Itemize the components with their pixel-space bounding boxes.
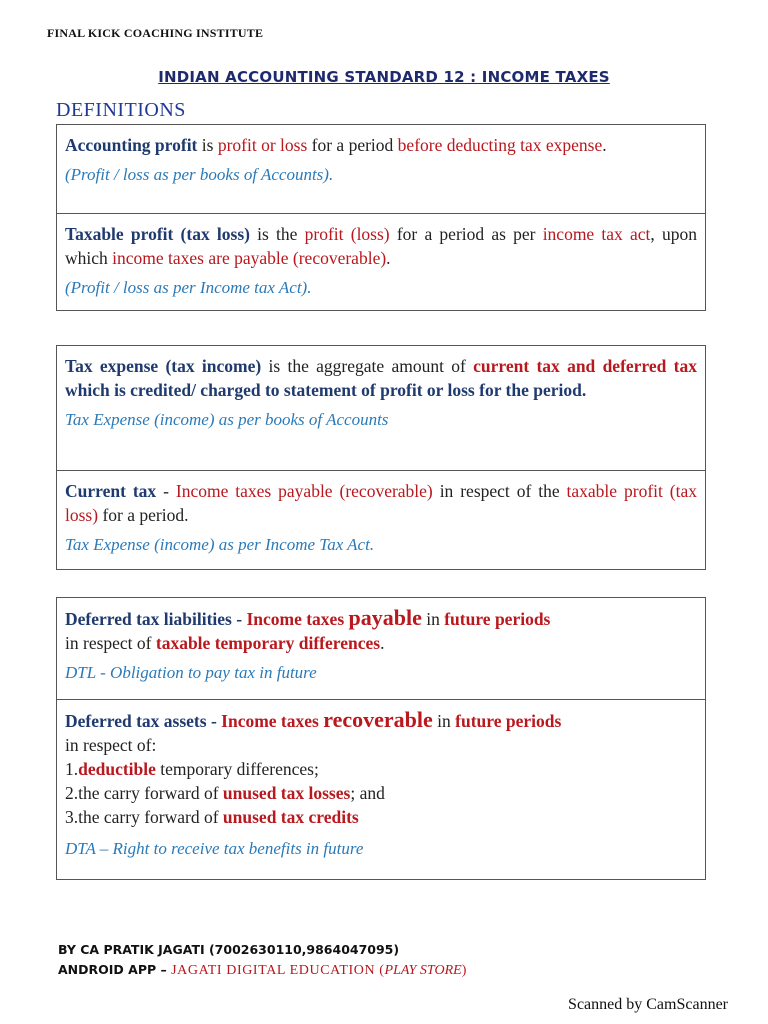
term-accounting-profit: Accounting profit <box>65 135 198 155</box>
term-dtl: Deferred tax liabilities - <box>65 609 243 629</box>
term-tax-expense: Tax expense (tax income) <box>65 356 262 376</box>
section-heading: DEFINITIONS <box>56 99 186 121</box>
tax-expense-definition: Tax expense (tax income) is the aggregate amount of current tax and deferred tax which is credited/ charged to statement of profit or loss for the period. <box>65 356 698 400</box>
author-credit: BY CA PRATIK JAGATI (7002630110,9864047095) <box>58 942 400 957</box>
definitions-box-profit <box>56 124 706 311</box>
page-title: INDIAN ACCOUNTING STANDARD 12 : INCOME TAXES <box>158 68 610 86</box>
list-item: 2.the carry forward of unused tax losses; and <box>65 783 385 803</box>
tax-expense-cell <box>57 346 705 470</box>
taxable-profit-cell <box>57 213 705 310</box>
list-item: 3.the carry forward of unused tax credits <box>65 807 359 827</box>
dta-definition: Deferred tax assets - Income taxes recoverable in future periods <box>65 707 562 732</box>
term-taxable-profit: Taxable profit (tax loss) <box>65 224 250 244</box>
current-tax-cell <box>57 470 705 569</box>
taxable-profit-note: (Profit / loss as per Income tax Act). <box>65 278 312 297</box>
dta-respect-line: in respect of: <box>65 735 157 755</box>
dtl-note: DTL - Obligation to pay tax in future <box>65 663 317 682</box>
term-current-tax: Current tax <box>65 481 157 501</box>
dta-note: DTA – Right to receive tax benefits in future <box>65 839 364 858</box>
dtl-cell <box>57 598 705 699</box>
term-dta: Deferred tax assets - <box>65 711 217 731</box>
accounting-profit-note: (Profit / loss as per books of Accounts). <box>65 165 334 184</box>
scanner-watermark: Scanned by CamScanner <box>568 996 728 1013</box>
android-app-line: ANDROID APP – JAGATI DIGITAL EDUCATION (PLAY STORE) <box>58 962 467 978</box>
taxable-profit-definition: Taxable profit (tax loss) is the profit (loss) for a period as per income tax act, upon which income taxes are payable (recoverable). <box>65 224 697 268</box>
definitions-box-tax-expense <box>56 345 706 570</box>
list-item: 1.deductible temporary differences; <box>65 759 319 779</box>
definitions-box-deferred-tax <box>56 597 706 880</box>
current-tax-definition: Current tax - Income taxes payable (recoverable) in respect of the taxable profit (tax loss) for a period. <box>65 481 697 525</box>
institute-name: FINAL KICK COACHING INSTITUTE <box>47 26 264 40</box>
current-tax-note: Tax Expense (income) as per Income Tax Act. <box>65 535 375 554</box>
tax-expense-note: Tax Expense (income) as per books of Accounts <box>65 410 389 429</box>
dta-cell <box>57 699 705 879</box>
dtl-definition: Deferred tax liabilities - Income taxes payable in future periods in respect of taxable temporary differences. <box>65 605 551 653</box>
dta-list <box>65 757 697 829</box>
accounting-profit-definition: Accounting profit is profit or loss for a period before deducting tax expense. <box>65 135 607 155</box>
accounting-profit-cell <box>57 125 705 213</box>
